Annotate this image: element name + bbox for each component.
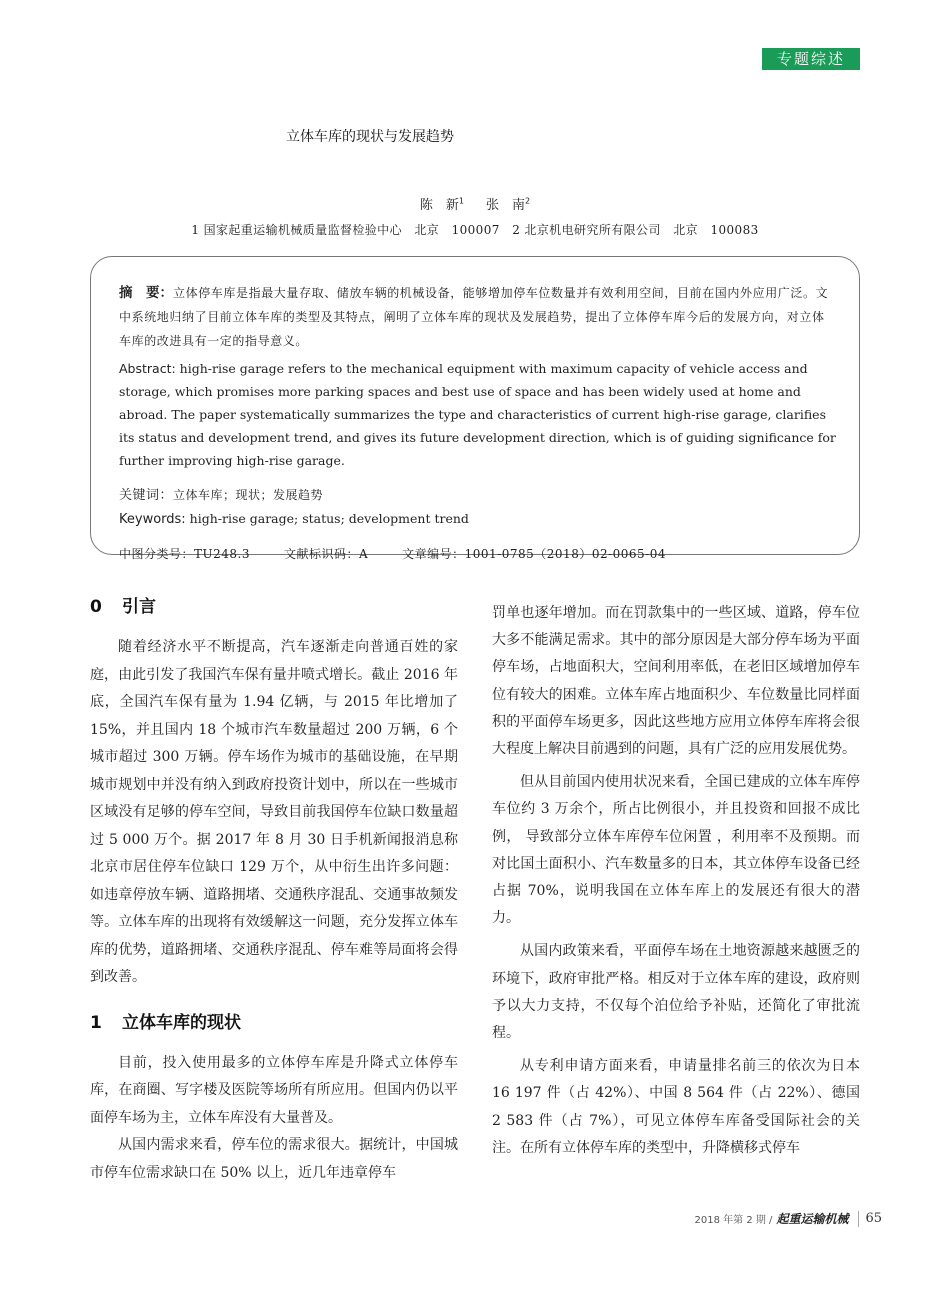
keywords-en-label: Keywords:: [119, 512, 186, 527]
left-column: [90, 590, 458, 1187]
body-paragraph: 从国内政策来看，平面停车场在土地资源越来越匮乏的环境下，政府审批严格。相反对于立体车库的建设，政府则予以大力支持，不仅每个泊位给予补贴，还简化了审批流程。: [492, 943, 860, 1042]
body-paragraph: 随着经济水平不断提高，汽车逐渐走向普通百姓的家庭，由此引发了我国汽车保有量井喷式增长。截止 2016 年底，全国汽车保有量为 1.94 亿辆，与 2015 年比增加了 15%，并且国内 18 个城市汽车数量超过 200 万辆，6 个城市超过 300 万辆。停车场作为城市的基础设施，在早期城市规划中并没有纳入到政府投资计划中，所以在一些城市区域没有足够的停车空间，导致目前我国停车位缺口数量超过 5 000 万个。据 2017 年 8 月 30 日手机新闻报消息称北京市居住停车位缺口 129 万个，从中衍生出许多问题：如违章停放车辆、道路拥堵、交通秩序混乱、交通事故频发等。立体车库的出现将有效缓解这一问题，充分发挥立体车库的优势，道路拥堵、交通秩序混乱、停车难等局面将会得到改善。: [90, 639, 458, 985]
article-title: 立体车库的现状与发展趋势: [286, 129, 454, 145]
section-title: 引言: [122, 597, 156, 617]
author-affil-mark: 2: [525, 196, 531, 206]
author-affil-mark: 1: [458, 196, 464, 206]
section-number: 1: [90, 1012, 102, 1033]
body-paragraph: 罚单也逐年增加。而在罚款集中的一些区域、道路，停车位大多不能满足需求。其中的部分原因是大部分停车场为平面停车场，占地面积大，空间利用率低，在老旧区域增加停车位有较大的困难。立体车库占地面积少、车位数量比同样面积的平面停车场更多，因此这些地方应用立体停车库将会很大程度上解决目前遇到的问题，具有广泛的应用发展优势。: [492, 605, 860, 758]
abstract-cn-text: 立体停车库是指最大量存取、储放车辆的机械设备，能够增加停车位数量并有效利用空间，目前在国内外应用广泛。文中系统地归纳了目前立体车库的类型及其特点，阐明了立体车库的现状及发展趋势，提出了立体停车库今后的发展方向，对立体车库的改进具有一定的指导意义。: [119, 286, 829, 348]
clc-number: 中图分类号：TU248.3: [119, 547, 250, 561]
author-name: 陈 新: [419, 198, 459, 213]
body-paragraph: 但从目前国内使用状况来看，全国已建成的立体车库停车位约 3 万余个，所占比例很小，并且投资和回报不成比例， 导致部分立体车库停车位闲置 ，利用率不及预期。而对比国土面积小、汽车数量多的日本，其立体停车设备已经占据 70%，说明我国在立体车库上的发展还有很大的潜力。: [492, 774, 860, 927]
author-name: 张 南: [486, 198, 526, 213]
abstract-box: [90, 256, 860, 561]
page-footer: [695, 1210, 882, 1227]
article-number: 文章编号：1001-0785（2018）02-0065-04: [402, 547, 667, 561]
issue-label: 2018 年第 2 期 /: [694, 1215, 773, 1226]
keywords-cn-text: 立体车库；现状；发展趋势: [173, 488, 324, 502]
body-paragraph: 目前，投入使用最多的立体停车库是升降式立体停车库，在商圈、写字楼及医院等场所有所应用。但国内仍以平面停车场为主，立体车库没有大量普及。: [90, 1054, 458, 1126]
abstract-en: [119, 357, 837, 472]
keywords-en-text: high-rise garage; status; development trend: [189, 511, 469, 526]
affiliations: 1 国家起重运输机械质量监督检验中心 北京 100007 2 北京机电研究所有限公司 北京 100083: [191, 223, 759, 237]
classification-line: [119, 545, 837, 562]
section-badge: 专题综述: [762, 48, 860, 70]
body-paragraph: 从专利申请方面来看，申请量排名前三的依次为日本 16 197 件（占 42%）、中国 8 564 件（占 22%）、德国 2 583 件（占 7%），可见立体停车库备受国际社会的关注。在所有立体停车库的类型中，升降横移式停车: [492, 1058, 860, 1156]
section-heading: [90, 1006, 458, 1040]
keywords-cn: [119, 484, 837, 503]
section-heading: [90, 590, 458, 624]
journal-logo: 起重运输机械: [776, 1212, 849, 1226]
right-column: [492, 600, 860, 1162]
document-code: 文献标识码：A: [283, 547, 369, 561]
abstract-en-text: high-rise garage refers to the mechanical equipment with maximum capacity of vehicle access and storage, which promises more parking spaces and best use of space and has been widely used at home and abroad. The paper systematically summarizes the type and characteristics of current high-rise garage, clarifies its status and development trend, and gives its future development direction, which is of guiding significance for further improving high-rise garage.: [119, 361, 836, 468]
section-number: 0: [90, 597, 102, 617]
keywords-en: [119, 511, 837, 527]
abstract-cn-label: 摘 要：: [119, 285, 173, 301]
authors: [0, 194, 950, 213]
page-number: 65: [865, 1211, 882, 1226]
keywords-cn-label: 关键词：: [119, 488, 174, 503]
section-title: 立体车库的现状: [122, 1012, 241, 1033]
body-paragraph: 从国内需求来看，停车位的需求很大。据统计，中国城市停车位需求缺口在 50% 以上，近几年违章停车: [90, 1137, 458, 1181]
footer-divider: [858, 1211, 859, 1227]
abstract-cn: [119, 281, 837, 353]
abstract-en-label: Abstract:: [119, 361, 176, 376]
